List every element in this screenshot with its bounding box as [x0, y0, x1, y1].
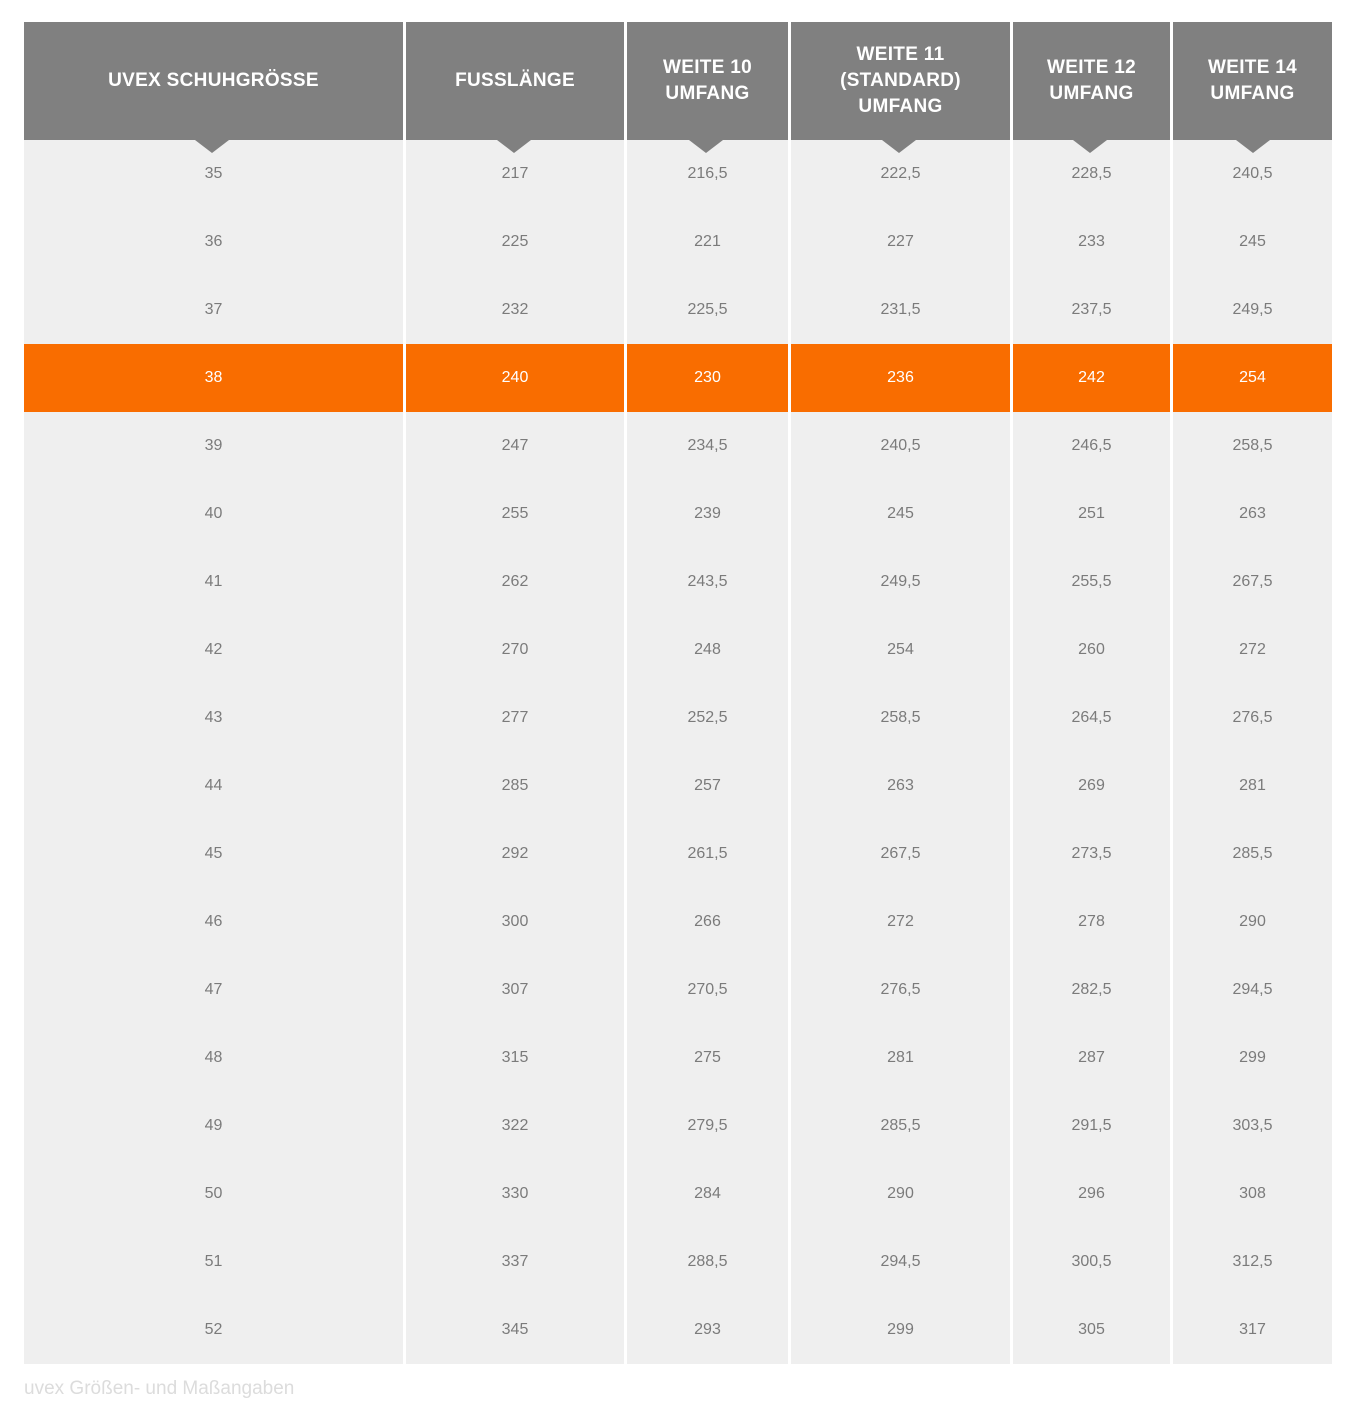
cell: 279,5 [627, 1092, 791, 1160]
cell: 266 [627, 888, 791, 956]
cell: 263 [1173, 480, 1332, 548]
cell: 222,5 [791, 140, 1013, 208]
cell: 267,5 [791, 820, 1013, 888]
pointer-down-icon [1236, 140, 1270, 153]
table-row[interactable] [24, 820, 1332, 888]
column-header-label: WEITE 12 UMFANG [1047, 57, 1136, 104]
cell: 240,5 [791, 412, 1013, 480]
cell: 42 [24, 616, 406, 684]
column-header-weite-10-umfang [627, 22, 791, 140]
cell: 37 [24, 276, 406, 344]
cell: 52 [24, 1296, 406, 1364]
cell: 300,5 [1013, 1228, 1173, 1296]
cell: 281 [1173, 752, 1332, 820]
cell: 258,5 [791, 684, 1013, 752]
cell: 44 [24, 752, 406, 820]
cell: 300 [406, 888, 627, 956]
pointer-down-icon [195, 140, 229, 153]
pointer-down-icon [882, 140, 916, 153]
table-row[interactable] [24, 480, 1332, 548]
cell: 263 [791, 752, 1013, 820]
cell: 242 [1013, 344, 1173, 412]
cell: 43 [24, 684, 406, 752]
cell: 227 [791, 208, 1013, 276]
cell: 240,5 [1173, 140, 1332, 208]
cell: 248 [627, 616, 791, 684]
cell: 249,5 [1173, 276, 1332, 344]
cell: 225 [406, 208, 627, 276]
cell: 46 [24, 888, 406, 956]
cell: 270,5 [627, 956, 791, 1024]
cell: 258,5 [1173, 412, 1332, 480]
cell: 299 [1173, 1024, 1332, 1092]
cell: 49 [24, 1092, 406, 1160]
cell: 345 [406, 1296, 627, 1364]
size-table [24, 22, 1332, 1364]
pointer-down-icon [689, 140, 723, 153]
column-header-fusslaenge [406, 22, 627, 140]
table-row-selected[interactable] [24, 344, 1332, 412]
cell: 247 [406, 412, 627, 480]
table-row[interactable] [24, 1296, 1332, 1364]
cell: 255,5 [1013, 548, 1173, 616]
column-header-label: WEITE 14 UMFANG [1208, 57, 1297, 104]
cell: 278 [1013, 888, 1173, 956]
table-row[interactable] [24, 276, 1332, 344]
table-header-row [24, 22, 1332, 140]
cell: 252,5 [627, 684, 791, 752]
cell: 305 [1013, 1296, 1173, 1364]
cell: 234,5 [627, 412, 791, 480]
cell: 232 [406, 276, 627, 344]
column-header-weite-11-standard-umfang [791, 22, 1013, 140]
cell: 45 [24, 820, 406, 888]
cell: 262 [406, 548, 627, 616]
cell: 237,5 [1013, 276, 1173, 344]
table-row[interactable] [24, 1092, 1332, 1160]
cell: 307 [406, 956, 627, 1024]
cell: 322 [406, 1092, 627, 1160]
cell: 330 [406, 1160, 627, 1228]
cell: 254 [1173, 344, 1332, 412]
cell: 38 [24, 344, 406, 412]
cell: 285,5 [791, 1092, 1013, 1160]
table-row[interactable] [24, 1228, 1332, 1296]
cell: 303,5 [1173, 1092, 1332, 1160]
table-row[interactable] [24, 1024, 1332, 1092]
cell: 294,5 [791, 1228, 1013, 1296]
cell: 261,5 [627, 820, 791, 888]
cell: 41 [24, 548, 406, 616]
cell: 273,5 [1013, 820, 1173, 888]
cell: 272 [1173, 616, 1332, 684]
cell: 245 [791, 480, 1013, 548]
cell: 230 [627, 344, 791, 412]
cell: 217 [406, 140, 627, 208]
cell: 35 [24, 140, 406, 208]
cell: 308 [1173, 1160, 1332, 1228]
table-body [24, 140, 1332, 1364]
table-row[interactable] [24, 1160, 1332, 1228]
table-row[interactable] [24, 956, 1332, 1024]
column-header-label: FUSSLÄNGE [455, 70, 575, 91]
column-header-label: WEITE 11 (STANDARD) UMFANG [840, 44, 961, 117]
cell: 284 [627, 1160, 791, 1228]
cell: 294,5 [1173, 956, 1332, 1024]
cell: 269 [1013, 752, 1173, 820]
column-header-weite-12-umfang [1013, 22, 1173, 140]
table-row[interactable] [24, 548, 1332, 616]
cell: 228,5 [1013, 140, 1173, 208]
column-header-weite-14-umfang [1173, 22, 1332, 140]
cell: 47 [24, 956, 406, 1024]
cell: 267,5 [1173, 548, 1332, 616]
cell: 221 [627, 208, 791, 276]
cell: 51 [24, 1228, 406, 1296]
cell: 312,5 [1173, 1228, 1332, 1296]
cell: 225,5 [627, 276, 791, 344]
cell: 254 [791, 616, 1013, 684]
cell: 272 [791, 888, 1013, 956]
cell: 299 [791, 1296, 1013, 1364]
column-header-uvex-schuhgroesse [24, 22, 406, 140]
cell: 317 [1173, 1296, 1332, 1364]
cell: 277 [406, 684, 627, 752]
cell: 236 [791, 344, 1013, 412]
cell: 293 [627, 1296, 791, 1364]
cell: 50 [24, 1160, 406, 1228]
cell: 287 [1013, 1024, 1173, 1092]
cell: 264,5 [1013, 684, 1173, 752]
cell: 290 [1173, 888, 1332, 956]
pointer-down-icon [497, 140, 531, 153]
cell: 288,5 [627, 1228, 791, 1296]
cell: 282,5 [1013, 956, 1173, 1024]
cell: 281 [791, 1024, 1013, 1092]
cell: 290 [791, 1160, 1013, 1228]
column-header-label: UVEX SCHUHGRÖSSE [108, 70, 319, 91]
cell: 296 [1013, 1160, 1173, 1228]
cell: 48 [24, 1024, 406, 1092]
table-row[interactable] [24, 684, 1332, 752]
cell: 231,5 [791, 276, 1013, 344]
cell: 255 [406, 480, 627, 548]
cell: 233 [1013, 208, 1173, 276]
cell: 243,5 [627, 548, 791, 616]
cell: 249,5 [791, 548, 1013, 616]
table-row[interactable] [24, 208, 1332, 276]
cell: 315 [406, 1024, 627, 1092]
cell: 36 [24, 208, 406, 276]
cell: 275 [627, 1024, 791, 1092]
cell: 291,5 [1013, 1092, 1173, 1160]
cell: 216,5 [627, 140, 791, 208]
cell: 246,5 [1013, 412, 1173, 480]
cell: 257 [627, 752, 791, 820]
cell: 239 [627, 480, 791, 548]
cell: 251 [1013, 480, 1173, 548]
cell: 292 [406, 820, 627, 888]
table-row[interactable] [24, 888, 1332, 956]
cell: 276,5 [791, 956, 1013, 1024]
table-row[interactable] [24, 412, 1332, 480]
cell: 270 [406, 616, 627, 684]
cell: 260 [1013, 616, 1173, 684]
pointer-down-icon [1073, 140, 1107, 153]
cell: 337 [406, 1228, 627, 1296]
column-header-label: WEITE 10 UMFANG [663, 57, 752, 104]
table-row[interactable] [24, 616, 1332, 684]
table-caption: uvex Größen- und Maßangaben [24, 1378, 295, 1399]
cell: 285,5 [1173, 820, 1332, 888]
cell: 40 [24, 480, 406, 548]
table-row[interactable] [24, 752, 1332, 820]
cell: 240 [406, 344, 627, 412]
cell: 39 [24, 412, 406, 480]
cell: 245 [1173, 208, 1332, 276]
cell: 276,5 [1173, 684, 1332, 752]
cell: 285 [406, 752, 627, 820]
